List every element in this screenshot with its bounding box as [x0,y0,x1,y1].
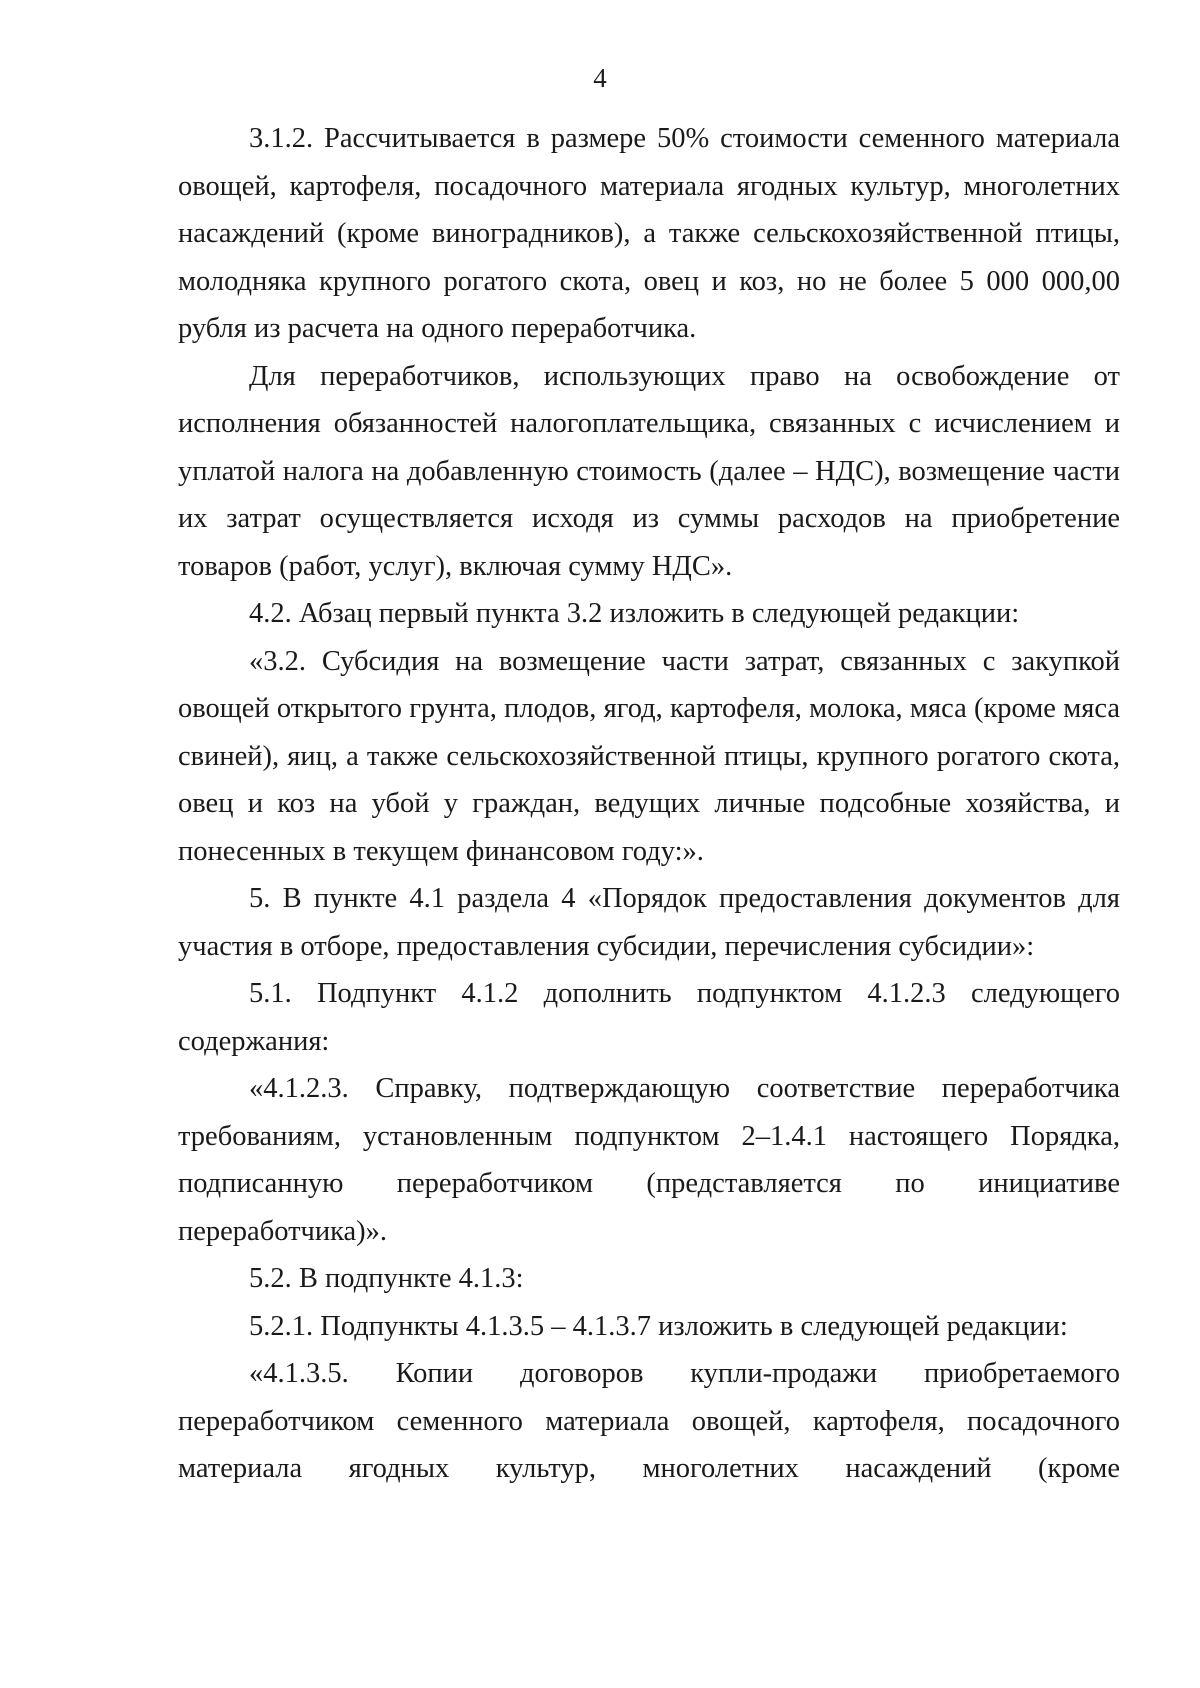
paragraph-5-2-1: 5.2.1. Подпункты 4.1.3.5 – 4.1.3.7 изложить в следующей редакции: [249,1310,1068,1342]
paragraph-5: 5. В пункте 4.1 раздела 4 «Порядок предоставления документов для участия в отборе, предоставления субсидии, перечисления субсидии»: [178,883,1120,962]
document-body [178,115,1120,1493]
paragraph-4-2: 4.2. Абзац первый пункта 3.2 изложить в следующей редакции: [249,598,1020,629]
paragraph-vat-processors: Для переработчиков, использующих право на освобождение от исполнения обязанностей налогоплательщика, связанных с исчислением и уплатой налога на добавленную стоимость (далее – НДС), возмещение части их затрат осуществляется исходя из суммы расходов на приобретение товаров (работ, услуг), включая сумму НДС». [178,360,1120,582]
paragraph-5-2: 5.2. В подпункте 4.1.3: [249,1263,524,1294]
paragraph-3-1-2: 3.1.2. Рассчитывается в размере 50% стоимости семенного материала овощей, картофеля, посадочного материала ягодных культур, многолетних насаждений (кроме виноградников), а также сельскохозяйственной птицы, молодняка крупного рогатого скота, овец и коз, но не более 5 000 000,00 рубля из расчета на одного переработчика. [178,123,1120,344]
page-number: 4 [593,63,607,93]
paragraph-4-1-2-3-quote: «4.1.2.3. Справку, подтверждающую соответствие переработчика требованиям, установленным подпунктом 2–1.4.1 настоящего Порядка, подписанную переработчиком (представляется по инициативе переработчика)». [178,1073,1120,1247]
paragraph-4-1-3-5-quote: «4.1.3.5. Копии договоров купли-продажи приобретаемого переработчиком семенного материала овощей, картофеля, посадочного материала ягодных культур, многолетних насаждений (кроме [178,1358,1120,1484]
paragraph-3-2-quote: «3.2. Субсидия на возмещение части затрат, связанных с закупкой овощей открытого грунта, плодов, ягод, картофеля, молока, мяса (кроме мяса свиней), яиц, а также сельскохозяйственной птицы, крупного рогатого скота, овец и коз на убой у граждан, ведущих личные подсобные хозяйства, и понесенных в текущем финансовом году:». [178,645,1120,867]
paragraph-5-1: 5.1. Подпункт 4.1.2 дополнить подпунктом 4.1.2.3 следующего содержания: [178,978,1120,1057]
